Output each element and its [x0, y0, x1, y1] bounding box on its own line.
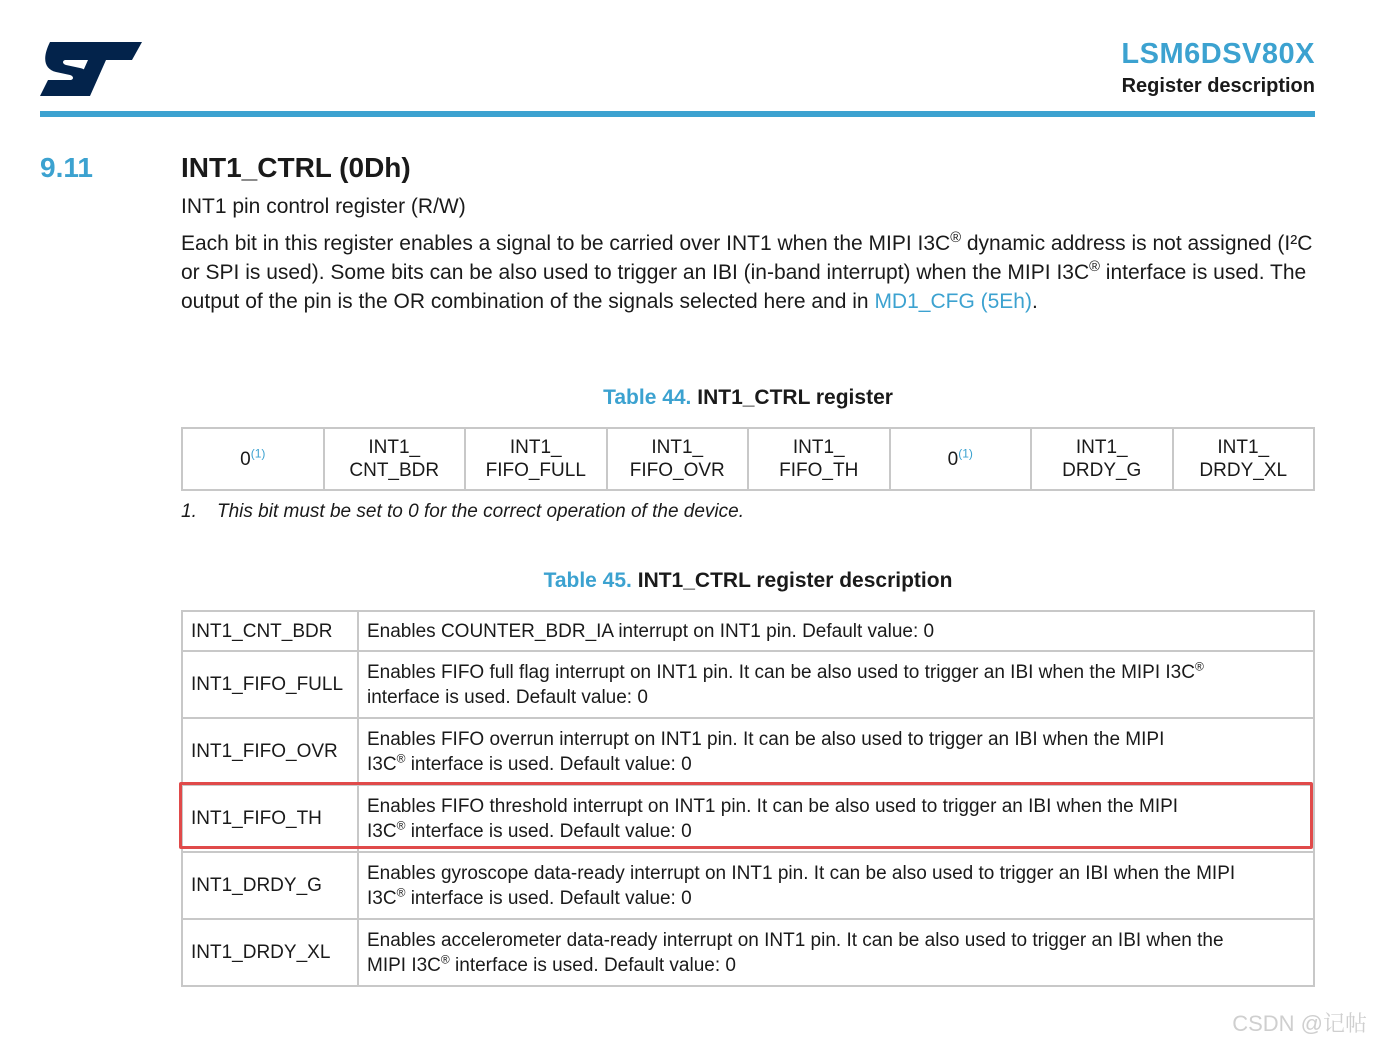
field-description: Enables gyroscope data-ready interrupt on INT1 pin. It can be also used to trigger an IBI when the MIPI I3C® interface is used. Default value: 0 [358, 852, 1314, 919]
section-description: Each bit in this register enables a signal to be carried over INT1 when the MIPI I3C® dynamic address is not assigned (I²C or SPI is used). Some bits can be also used to trigger an IBI (in-band interrupt) when the MIPI I3C® interface is used. The output of the pin is the OR combination of the signals selected here and in MD1_CFG (5Eh). [181, 230, 1313, 313]
highlight-box [179, 782, 1313, 849]
part-number: LSM6DSV80X [1121, 38, 1315, 70]
section-number: 9.11 [40, 152, 93, 183]
field-description: Enables COUNTER_BDR_IA interrupt on INT1 pin. Default value: 0 [358, 611, 1314, 651]
field-description: Enables FIFO overrun interrupt on INT1 pin. It can be also used to trigger an IBI when the MIPI I3C® interface is used. Default value: 0 [358, 718, 1314, 785]
section-subtitle: INT1 pin control register (R/W) [181, 195, 466, 218]
table-row [182, 651, 1314, 718]
bit-7: 0$^{(1)}$ [182, 428, 324, 490]
table-row [182, 852, 1314, 919]
header-rule [40, 111, 1315, 117]
register-bit-table [181, 427, 1315, 491]
field-description: Enables FIFO full flag interrupt on INT1 pin. It can be also used to trigger an IBI when the MIPI I3C® interface is used. Default value: 0 [358, 651, 1314, 718]
field-description: Enables FIFO threshold interrupt on INT1 pin. It can be also used to trigger an IBI when the MIPI I3C® interface is used. Default value: 0 [358, 785, 1314, 852]
table-footnote: 1. This bit must be set to 0 for the correct operation of the device. [181, 501, 744, 522]
field-name: INT1_FIFO_TH [182, 785, 358, 852]
md1-cfg-link[interactable]: MD1_CFG (5Eh) [874, 290, 1032, 313]
table-44-caption: Table 44. INT1_CTRL register [603, 386, 893, 409]
bit-6: INT1_ CNT_BDR [324, 428, 466, 490]
bit-3: INT1_ FIFO_TH [748, 428, 890, 490]
watermark: CSDN @记帖 [1232, 1011, 1367, 1036]
field-name: INT1_CNT_BDR [182, 611, 358, 651]
field-name: INT1_FIFO_OVR [182, 718, 358, 785]
field-name: INT1_FIFO_FULL [182, 651, 358, 718]
st-logo-icon [40, 40, 142, 98]
bit-1: INT1_ DRDY_G [1031, 428, 1173, 490]
section-title: INT1_CTRL (0Dh) [181, 152, 411, 183]
field-name: INT1_DRDY_G [182, 852, 358, 919]
table-45-caption: Table 45. INT1_CTRL register description [543, 569, 953, 592]
table-row [182, 718, 1314, 785]
table-row [182, 611, 1314, 651]
table-row [182, 919, 1314, 986]
bit-2: 0$^{(1)}$ [890, 428, 1032, 490]
field-description: Enables accelerometer data-ready interrupt on INT1 pin. It can be also used to trigger an IBI when the MIPI I3C® interface is used. Default value: 0 [358, 919, 1314, 986]
field-name: INT1_DRDY_XL [182, 919, 358, 986]
section-name: Register description [1121, 75, 1315, 97]
bit-5: INT1_ FIFO_FULL [465, 428, 607, 490]
bit-4: INT1_ FIFO_OVR [607, 428, 749, 490]
bit-0: INT1_ DRDY_XL [1173, 428, 1315, 490]
